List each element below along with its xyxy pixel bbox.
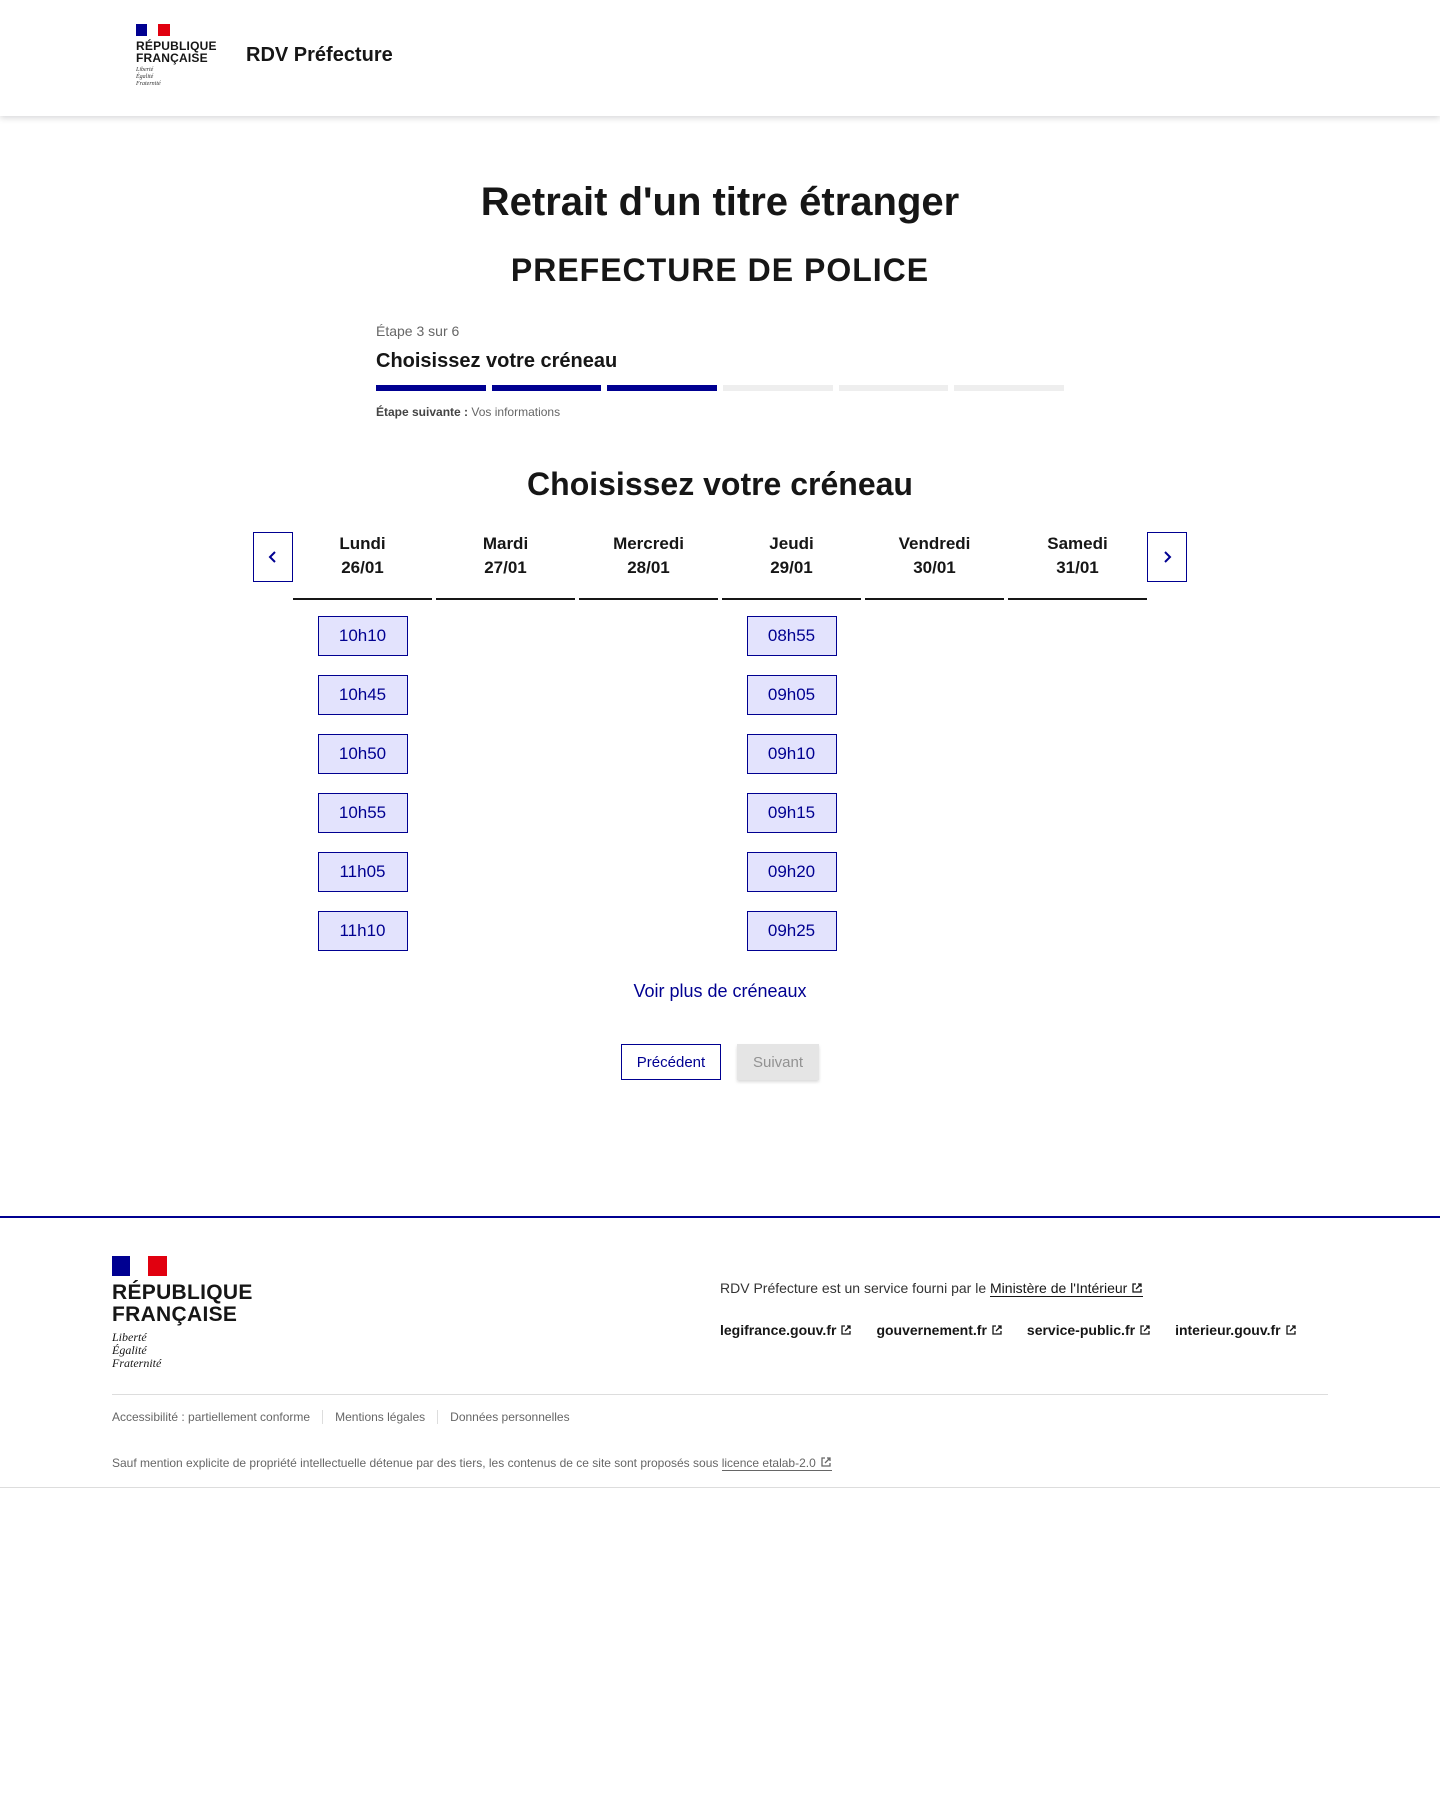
marianne-flag-icon [112, 1256, 167, 1276]
previous-week-button[interactable] [253, 532, 293, 582]
stepper-next-value: Vos informations [471, 405, 561, 419]
stepper-next-label: Étape suivante : [376, 405, 469, 419]
day-name: Lundi [339, 534, 386, 553]
accessibility-link[interactable]: Accessibilité : partiellement conforme [112, 1410, 311, 1424]
next-button[interactable]: Suivant [737, 1044, 819, 1080]
day-name: Jeudi [769, 534, 814, 553]
footer-bottom-links [112, 1410, 582, 1424]
time-slot-button[interactable]: 09h10 [747, 734, 837, 774]
stepper-progress [376, 385, 1064, 391]
time-slot-button[interactable]: 10h50 [318, 734, 408, 774]
day-name: Vendredi [898, 534, 971, 553]
day-column [436, 532, 575, 951]
stepper [376, 323, 1064, 419]
time-slot-button[interactable]: 08h55 [747, 616, 837, 656]
stepper-segment [607, 385, 717, 391]
footer-logo[interactable] [112, 1256, 272, 1370]
time-slot-button[interactable]: 10h10 [318, 616, 408, 656]
more-slots-link[interactable]: Voir plus de créneaux [633, 981, 807, 1001]
day-name: Mercredi [613, 534, 684, 553]
day-header [293, 532, 432, 600]
footer-external-links [720, 1322, 1297, 1338]
footer-description [720, 1280, 1143, 1296]
slots-title: Choisissez votre créneau [527, 466, 913, 502]
marianne-flag-icon [136, 24, 170, 36]
external-link-icon [1285, 1324, 1297, 1336]
day-name: Samedi [1047, 534, 1108, 553]
previous-button[interactable]: Précédent [621, 1044, 721, 1080]
footer-logo-motto: Liberté Égalité Fraternité [112, 1330, 162, 1370]
time-slot-button[interactable]: 09h20 [747, 852, 837, 892]
stepper-segment [376, 385, 486, 391]
day-header [436, 532, 575, 600]
legal-notice-link[interactable]: Mentions légales [322, 1410, 437, 1424]
site-footer [0, 1216, 1440, 1488]
day-date: 26/01 [341, 558, 384, 577]
personal-data-link[interactable]: Données personnelles [437, 1410, 581, 1424]
stepper-segment [492, 385, 602, 391]
footer-description-text: RDV Préfecture est un service fourni par le [720, 1280, 987, 1296]
day-date: 30/01 [913, 558, 956, 577]
footer-link-legifrance[interactable]: legifrance.gouv.fr [720, 1322, 852, 1338]
stepper-segment [839, 385, 949, 391]
day-column [865, 532, 1004, 951]
day-date: 27/01 [484, 558, 527, 577]
stepper-next-step [376, 405, 1064, 419]
day-name: Mardi [482, 534, 529, 553]
time-slot-button[interactable]: 10h55 [318, 793, 408, 833]
footer-link-interieur[interactable]: interieur.gouv.fr [1175, 1322, 1297, 1338]
republique-francaise-logo[interactable] [136, 24, 216, 88]
page-subtitle: PREFECTURE DE POLICE [510, 252, 930, 288]
day-header [722, 532, 861, 600]
day-header [1008, 532, 1147, 600]
more-slots-link-wrapper [0, 981, 1440, 1002]
day-column [579, 532, 718, 951]
footer-link-service-public[interactable]: service-public.fr [1027, 1322, 1151, 1338]
ministere-link[interactable]: Ministère de l'Intérieur [990, 1280, 1143, 1297]
chevron-left-icon [266, 550, 280, 564]
footer-link-gouvernement[interactable]: gouvernement.fr [876, 1322, 1002, 1338]
day-date: 28/01 [627, 558, 670, 577]
external-link-icon [840, 1324, 852, 1336]
footer-logo-text: RÉPUBLIQUE FRANÇAISE [112, 1281, 253, 1326]
logo-motto: Liberté Égalité Fraternité [136, 67, 161, 87]
time-slot-button[interactable]: 09h05 [747, 675, 837, 715]
day-header [579, 532, 718, 600]
license-text: Sauf mention explicite de propriété intellectuelle détenue par des tiers, les contenus de ce site sont proposés sous [112, 1456, 719, 1470]
time-slot-button[interactable]: 10h45 [318, 675, 408, 715]
time-slot-button[interactable]: 11h10 [318, 911, 408, 951]
stepper-state: Étape 3 sur 6 [376, 323, 460, 339]
time-slot-button[interactable]: 09h15 [747, 793, 837, 833]
external-link-icon [1131, 1282, 1143, 1294]
slot-list [293, 616, 432, 951]
day-column [722, 532, 861, 951]
stepper-segment [723, 385, 833, 391]
footer-divider [112, 1394, 1328, 1395]
external-link-icon [820, 1456, 832, 1468]
day-column [1008, 532, 1147, 951]
day-date: 29/01 [770, 558, 813, 577]
external-link-icon [1139, 1324, 1151, 1336]
page-title: Retrait d'un titre étranger [480, 180, 960, 224]
footer-license [112, 1456, 832, 1470]
day-columns [293, 532, 1147, 951]
external-link-icon [991, 1324, 1003, 1336]
day-header [865, 532, 1004, 600]
logo-text: RÉPUBLIQUE FRANÇAISE [136, 39, 217, 65]
time-slot-button[interactable]: 09h25 [747, 911, 837, 951]
day-column [293, 532, 432, 951]
chevron-right-icon [1160, 550, 1174, 564]
slot-list [722, 616, 861, 951]
next-week-button[interactable] [1147, 532, 1187, 582]
license-link[interactable]: licence etalab-2.0 [722, 1456, 832, 1471]
site-header [0, 0, 1440, 116]
stepper-title: Choisissez votre créneau [376, 350, 618, 372]
stepper-segment [954, 385, 1064, 391]
day-date: 31/01 [1056, 558, 1099, 577]
time-slot-button[interactable]: 11h05 [318, 852, 408, 892]
service-title[interactable]: RDV Préfecture [246, 44, 393, 66]
